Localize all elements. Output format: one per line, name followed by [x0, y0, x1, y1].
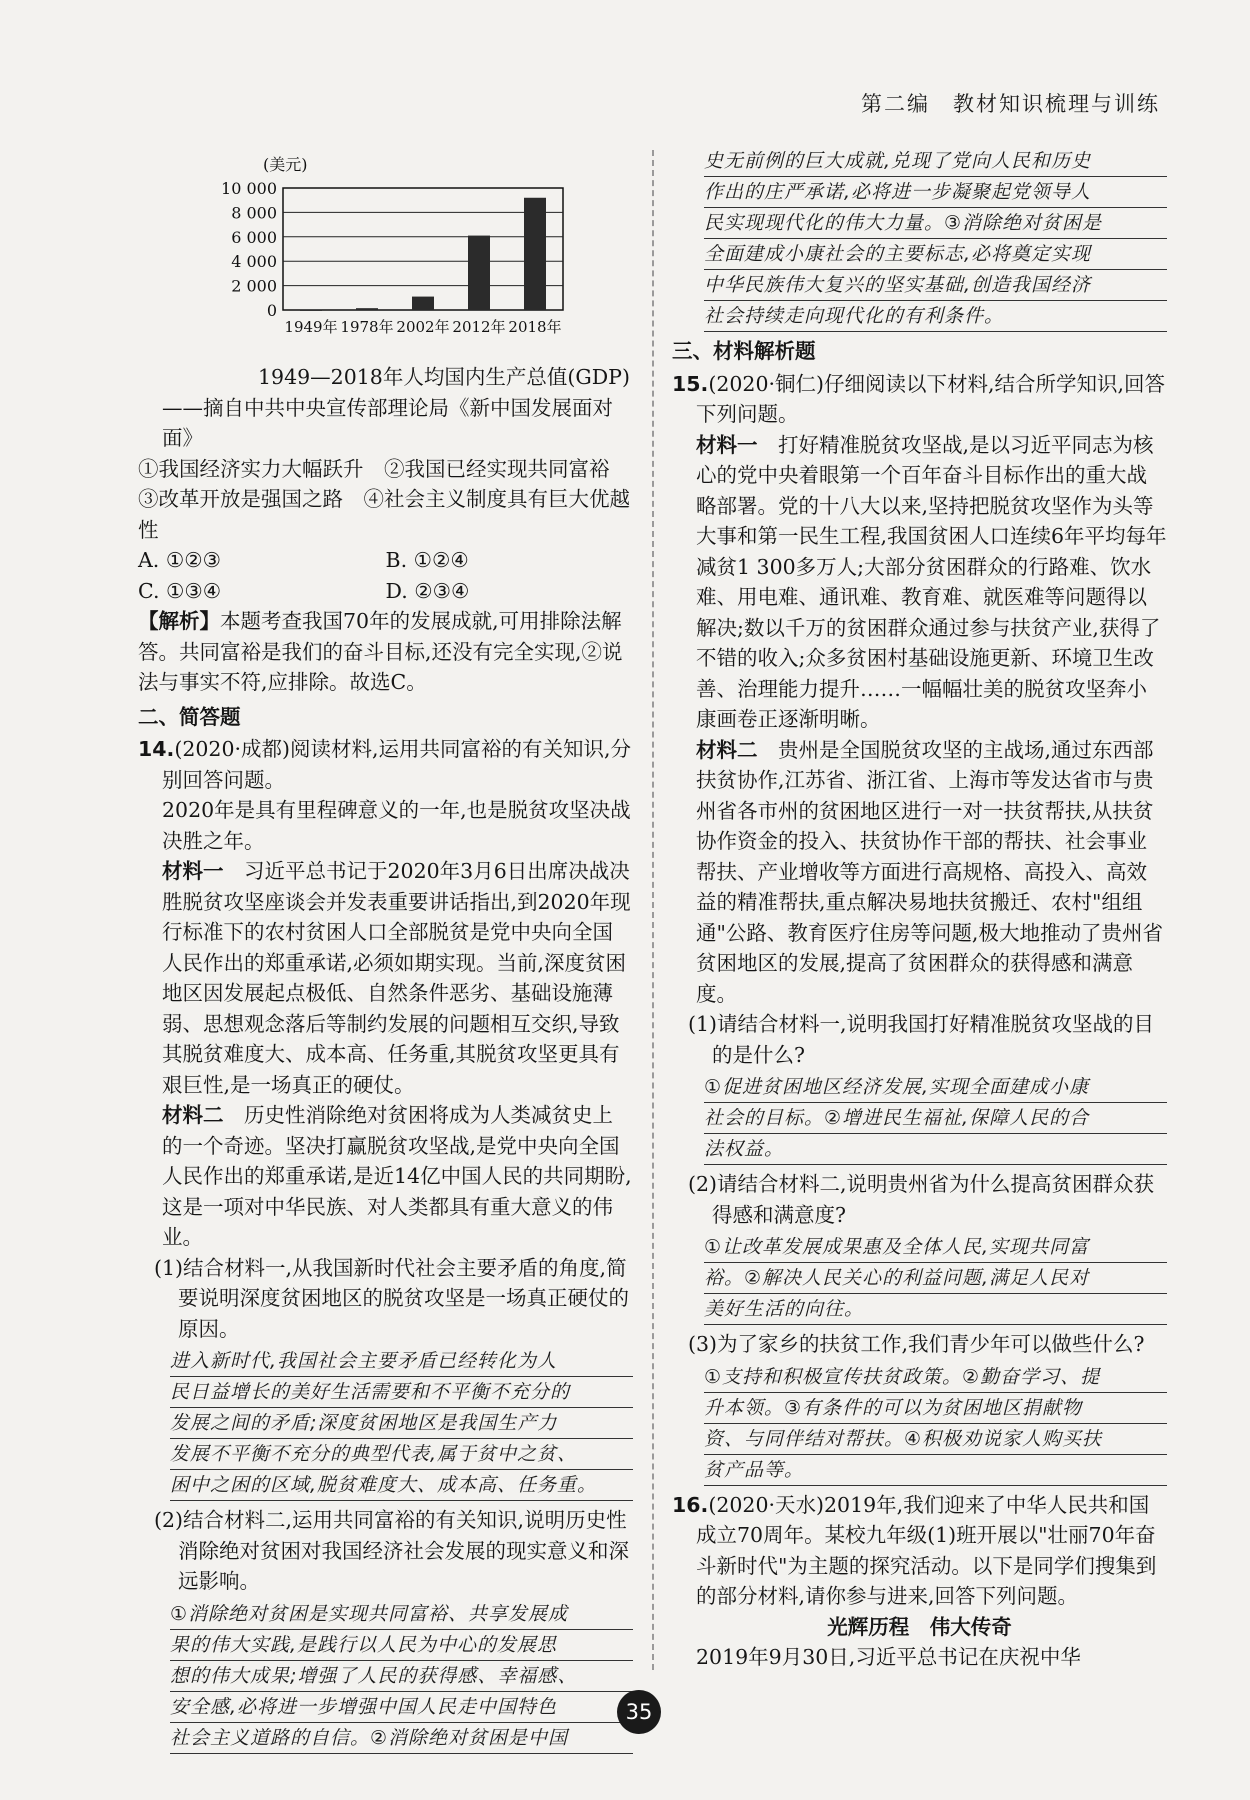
- q15-number: 15.: [672, 371, 709, 396]
- answer-line: 发展之间的矛盾;深度贫困地区是我国生产力: [170, 1408, 633, 1439]
- answer-line: 史无前例的巨大成就,兑现了党向人民和历史: [704, 146, 1167, 177]
- q16-number: 16.: [672, 1492, 709, 1517]
- q15-answer-2: [704, 1232, 1167, 1325]
- option-a[interactable]: A. ①②③: [138, 548, 221, 572]
- y-tick-label: 2 000: [231, 276, 277, 296]
- y-tick-label: 0: [266, 301, 277, 320]
- bar-1949年: [300, 309, 322, 311]
- q14-answer-2: [170, 1599, 633, 1754]
- option-c[interactable]: C. ①③④: [138, 578, 222, 603]
- q15-sub-2: (2)请结合材料二,说明贵州省为什么提高贫困群众获得感和满意度?: [688, 1172, 1155, 1227]
- gdp-chart-svg: [138, 150, 633, 370]
- q15-material-1: [672, 430, 1167, 735]
- answer-line: 民日益增长的美好生活需要和不平衡不充分的: [170, 1377, 633, 1408]
- option-b[interactable]: B. ①②④: [385, 548, 469, 572]
- x-tick-label: 1949年: [284, 318, 338, 336]
- answer-line: 法权益。: [704, 1134, 1167, 1165]
- q15-stem-text: (2020·铜仁)仔细阅读以下材料,结合所学知识,回答下列问题。: [696, 371, 1166, 426]
- q15-material-2: [672, 735, 1167, 1010]
- answer-line: 作出的庄严承诺,必将进一步凝聚起党领导人: [704, 177, 1167, 208]
- q14-intro: 2020年是具有里程碑意义的一年,也是脱贫攻坚决战决胜之年。: [162, 798, 631, 853]
- q15-m1-text: 打好精准脱贫攻坚战,是以习近平同志为核心的党中央着眼第一个百年奋斗目标作出的重大战略部署。党的十八大以来,坚持把脱贫攻坚作为头等大事和第一民生工程,我国贫困人口连续6年平均每年减贫1 300多万人;大部分贫困群众的行路难、饮水难、用电难、通讯难、教育难、就医难等问题得以解决;数以千万的贫困群众通过参与扶贫产业,获得了不错的收入;众多贫困村基础设施更新、环境卫生改善、治理能力提升……一幅幅壮美的脱贫攻坚奔小康画卷正逐渐明晰。: [696, 432, 1167, 731]
- q15-answer-1: [704, 1072, 1167, 1165]
- q15-m1-label: 材料一: [696, 432, 758, 457]
- chart-source: ——摘自中共中央宣传部理论局《新中国发展面对面》: [162, 395, 613, 450]
- column-divider: [652, 150, 654, 1670]
- q14-answer-2-continued: [704, 146, 1167, 332]
- answer-line: 安全感,必将进一步增强中国人民走中国特色: [170, 1692, 633, 1723]
- answer-line: 果的伟大实践,是践行以人民为中心的发展思: [170, 1630, 633, 1661]
- page-header: 第二编 教材知识梳理与训练: [861, 92, 1160, 116]
- answer-line: ①消除绝对贫困是实现共同富裕、共享发展成: [170, 1599, 633, 1630]
- answer-line: 想的伟大成果;增强了人民的获得感、幸福感、: [170, 1661, 633, 1692]
- q15-answer-3: [704, 1362, 1167, 1486]
- answer-line: 进入新时代,我国社会主要矛盾已经转化为人: [170, 1346, 633, 1377]
- answer-line: 裕。②解决人民关心的利益问题,满足人民对: [704, 1263, 1167, 1294]
- x-tick-label: 2002年: [396, 318, 450, 336]
- q13-options: [138, 545, 633, 606]
- answer-line: 美好生活的向往。: [704, 1294, 1167, 1325]
- x-tick-label: 2018年: [508, 318, 562, 336]
- bar-2012年: [468, 236, 490, 310]
- y-axis-unit-label: (美元): [263, 155, 308, 174]
- q15-m2-text: 贵州是全国脱贫攻坚的主战场,通过东西部扶贫协作,江苏省、浙江省、上海市等发达省市与贵州省各市州的贫困地区进行一对一扶贫帮扶,从扶贫协作资金的投入、扶贫协作干部的帮扶、社会事业帮扶、产业增收等方面进行高规格、高投入、高效益的精准帮扶,重点解决易地扶贫搬迁、农村"组组通"公路、教育医疗住房等问题,极大地推动了贵州省贫困地区的发展,提高了贫困群众的获得感和满意度。: [696, 737, 1163, 1006]
- q14-material-1: [138, 856, 633, 1100]
- q14-m1-label: 材料一: [162, 859, 224, 883]
- answer-line: 社会持续走向现代化的有利条件。: [704, 301, 1167, 332]
- q16-stem-text: (2020·天水)2019年,我们迎来了中华人民共和国成立70周年。某校九年级(1)班开展以"壮丽70年奋斗新时代"为主题的探究活动。以下是同学们搜集到的部分材料,请你参与进来,回答下列问题。: [696, 1492, 1157, 1608]
- answer-line: 社会的目标。②增进民生福祉,保障人民的合: [704, 1103, 1167, 1134]
- q16-stem: [672, 1490, 1167, 1612]
- q14-m1-text: 习近平总书记于2020年3月6日出席决战决胜脱贫攻坚座谈会并发表重要讲话指出,到2020年现行标准下的农村贫困人口全部脱贫是党中央向全国人民作出的郑重承诺,必须如期实现。当前,深度贫困地区因发展起点极低、自然条件恶劣、基础设施薄弱、思想观念落后等制约发展的问题相互交织,导致其脱贫难度大、成本高、任务重,其脱贫攻坚更具有艰巨性,是一场真正的硬仗。: [162, 859, 631, 1097]
- answer-line: 社会主义道路的自信。②消除绝对贫困是中国: [170, 1723, 633, 1754]
- analysis-label: 【解析】: [138, 609, 220, 633]
- answer-line: ①支持和积极宣传扶贫政策。②勤奋学习、提: [704, 1362, 1167, 1393]
- x-tick-label: 2012年: [452, 318, 506, 336]
- left-column: [138, 150, 633, 1758]
- q16-material-text: 2019年9月30日,习近平总书记在庆祝中华: [696, 1645, 1081, 1669]
- answer-line: ①让改革发展成果惠及全体人民,实现共同富: [704, 1232, 1167, 1263]
- section-2-heading: 二、简答题: [138, 704, 241, 729]
- analysis-text: 本题考查我国70年的发展成就,可用排除法解答。共同富裕是我们的奋斗目标,还没有完全实现,②说法与事实不符,应排除。故选C。: [138, 609, 623, 694]
- q15-sub-1: (1)请结合材料一,说明我国打好精准脱贫攻坚战的目的是什么?: [688, 1012, 1155, 1067]
- plot-frame: [283, 188, 563, 310]
- y-tick-label: 6 000: [231, 227, 277, 247]
- y-tick-label: 8 000: [231, 203, 277, 223]
- right-column: [672, 150, 1167, 1673]
- bar-2018年: [524, 198, 546, 310]
- bar-1978年: [356, 308, 378, 310]
- q13-statements: ①我国经济实力大幅跃升 ②我国已经实现共同富裕 ③改革开放是强国之路 ④社会主义制度具有巨大优越性: [138, 456, 630, 542]
- q14-sub-1: (1)结合材料一,从我国新时代社会主要矛盾的角度,简要说明深度贫困地区的脱贫攻坚是一场真正硬仗的原因。: [154, 1255, 629, 1341]
- answer-line: 民实现现代化的伟大力量。③消除绝对贫困是: [704, 208, 1167, 239]
- answer-line: ①促进贫困地区经济发展,实现全面建成小康: [704, 1072, 1167, 1103]
- q14-material-2: [138, 1100, 633, 1253]
- option-d[interactable]: D. ②③④: [385, 578, 470, 603]
- answer-line: 贫产品等。: [704, 1455, 1167, 1486]
- answer-line: 中华民族伟大复兴的坚实基础,创造我国经济: [704, 270, 1167, 301]
- q15-m2-label: 材料二: [696, 737, 758, 762]
- answer-line: 升本领。③有条件的可以为贫困地区捐献物: [704, 1393, 1167, 1424]
- y-tick-label: 4 000: [231, 252, 277, 272]
- answer-line: 发展不平衡不充分的典型代表,属于贫中之贫、: [170, 1439, 633, 1470]
- q14-stem-text: (2020·成都)阅读材料,运用共同富裕的有关知识,分别回答问题。: [162, 737, 632, 792]
- q14-sub-2: (2)结合材料二,运用共同富裕的有关知识,说明历史性消除绝对贫困对我国经济社会发展的现实意义和深远影响。: [154, 1508, 629, 1593]
- answer-line: 资、与同伴结对帮扶。④积极劝说家人购买扶: [704, 1424, 1167, 1455]
- q13-analysis: [138, 606, 633, 698]
- q14-m2-text: 历史性消除绝对贫困将成为人类减贫史上的一个奇迹。坚决打赢脱贫攻坚战,是党中央向全国人民作出的郑重承诺,是近14亿中国人民的共同期盼,这是一项对中华民族、对人类都具有重大意义的伟业。: [162, 1103, 632, 1249]
- bar-2002年: [412, 297, 434, 310]
- answer-line: 全面建成小康社会的主要标志,必将奠定实现: [704, 239, 1167, 270]
- q16-material-title: 光辉历程 伟大传奇: [827, 1614, 1012, 1639]
- gdp-chart: [138, 150, 633, 370]
- q15-sub-3: (3)为了家乡的扶贫工作,我们青少年可以做些什么?: [688, 1332, 1145, 1356]
- q14-number: 14.: [138, 737, 175, 761]
- y-tick-label: 10 000: [221, 179, 277, 198]
- q14-stem: [138, 734, 633, 795]
- q15-stem: [672, 369, 1167, 430]
- q14-answer-1: [170, 1346, 633, 1501]
- section-3-heading: 三、材料解析题: [672, 339, 816, 363]
- chart-title: 1949—2018年人均国内生产总值(GDP): [258, 365, 630, 389]
- page-number: 35: [617, 1690, 661, 1734]
- x-tick-label: 1978年: [340, 318, 394, 336]
- answer-line: 困中之困的区域,脱贫难度大、成本高、任务重。: [170, 1470, 633, 1501]
- q14-m2-label: 材料二: [162, 1103, 224, 1127]
